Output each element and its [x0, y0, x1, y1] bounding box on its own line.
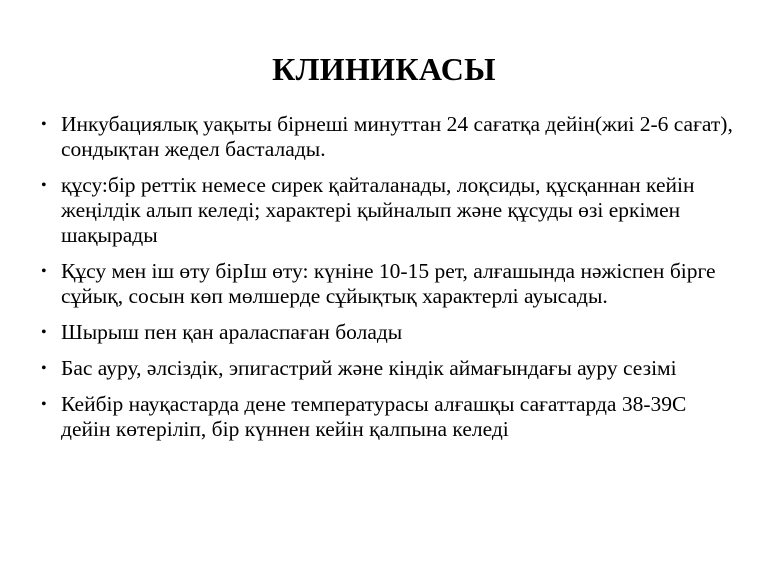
- bullet-text: Бас ауру, әлсіздік, эпигастрий және кіндік аймағындағы ауру сезімі: [61, 356, 677, 380]
- bullet-text: Құсу мен іш өту бірІш өту: күніне 10-15 рет, алғашында нәжіспен бірге сұйық, сосын көп мөлшерде сұйықтық характерлі ауысады.: [61, 259, 716, 308]
- bullet-dot-icon: •: [41, 324, 47, 341]
- bullet-dot-icon: •: [41, 360, 47, 377]
- bullet-item-3: [41, 259, 741, 309]
- bullet-text: Инкубациялық уақыты бірнеші минуттан 24 сағатқа дейін(жиі 2-6 сағат), сондықтан жедел басталады.: [61, 112, 733, 161]
- bullet-item-2: [41, 173, 741, 248]
- bullet-text: Шырыш пен қан араласпаған болады: [61, 320, 403, 344]
- bullet-item-4: [41, 320, 741, 345]
- bullet-list: [41, 112, 741, 453]
- bullet-item-1: [41, 112, 741, 162]
- bullet-dot-icon: •: [41, 177, 47, 194]
- bullet-item-5: [41, 356, 741, 381]
- slide-title: КЛИНИКАСЫ: [272, 51, 496, 87]
- bullet-dot-icon: •: [41, 396, 47, 413]
- bullet-text: құсу:бір реттік немесе сирек қайталанады, лоқсиды, құсқаннан кейін жеңілдік алып келеді; характері қыйналып және құсуды өзі еркімен шақырады: [61, 173, 695, 247]
- bullet-dot-icon: •: [41, 116, 47, 133]
- bullet-text: Кейбір науқастарда дене температурасы алғашқы сағаттарда 38-39С дейін көтеріліп, бір күннен кейін қалпына келеді: [61, 392, 687, 441]
- bullet-dot-icon: •: [41, 263, 47, 280]
- bullet-item-6: [41, 392, 741, 442]
